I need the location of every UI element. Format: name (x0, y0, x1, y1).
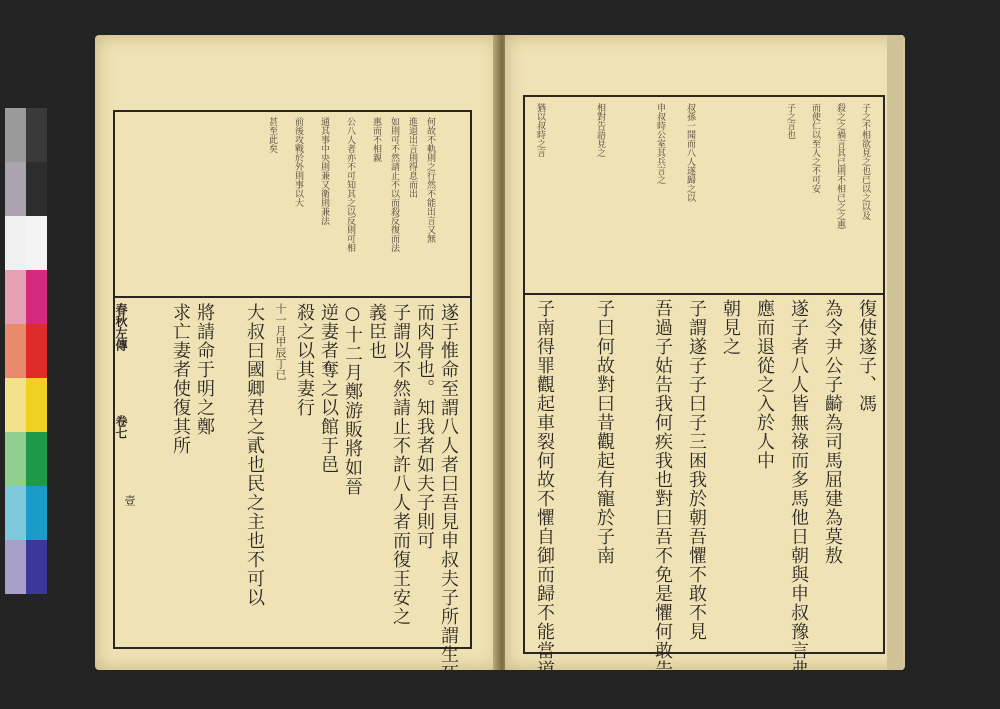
main-text-column: 十一月甲辰丁已 (274, 303, 287, 380)
swatch (26, 162, 47, 216)
main-text-column: 復使遂子、馮 (856, 299, 877, 413)
main-text-column: 子曰何故對曰昔觀起有寵於子南 (594, 299, 615, 565)
swatch (5, 324, 26, 378)
main-text-column: 子謂遂子子曰子三困我於朝吾懼不敢不見 (686, 299, 707, 641)
commentary-column: 相對告語見之 (595, 103, 605, 157)
swatch (26, 486, 47, 540)
swatch (5, 486, 26, 540)
main-text-column: 大叔曰國卿君之貳也民之主也不可以 (244, 303, 265, 607)
page-edge (887, 35, 903, 670)
swatch (26, 540, 47, 594)
commentary-column: 如則可不然請止不以而殺反復而法 (389, 117, 399, 252)
main-text-column: 求亡妻者使復其所 (170, 303, 191, 455)
color-calibration-card (5, 108, 47, 598)
swatch (5, 108, 26, 162)
main-text-column: 義臣也 (366, 303, 387, 360)
swatch (26, 216, 47, 270)
right-commentary-band (523, 97, 883, 295)
swatch (26, 378, 47, 432)
swatch (26, 432, 47, 486)
swatch (5, 378, 26, 432)
commentary-column: 叔孫一聞而八人遂歸之以 (685, 103, 695, 202)
page-number: 壹 (123, 495, 136, 506)
main-text-column: 吾過子姑告我何疾我也對曰吾不免是懼何敢告 (652, 299, 673, 679)
swatch (5, 540, 26, 594)
main-text-column: 遂子者八人皆無祿而多馬他日朝與申叔豫言弗 (788, 299, 809, 679)
swatch (5, 162, 26, 216)
swatch (5, 432, 26, 486)
commentary-column: 子之不相欲見之也已以之以及 (860, 103, 870, 220)
commentary-column: 殺之之禍言其已則不相已之之惠 (835, 103, 845, 229)
commentary-column: 子之言也 (785, 103, 795, 139)
swatch (26, 270, 47, 324)
commentary-column: 而使仁以至人之不可安 (810, 103, 820, 193)
main-text-column: ○十二月鄭游販將如晉 (342, 303, 363, 496)
commentary-column: 公八人者亦不可知其之以反則可相 (345, 117, 355, 252)
main-text-column: 遂于惟命至謂八人者曰吾見申叔夫子所謂生死 (438, 303, 459, 683)
commentary-column: 猶以叔時之言 (535, 103, 545, 157)
main-text-column: 為令尹公子齮為司馬屈建為莫敖 (822, 299, 843, 565)
margin-title: 春秋左傳 (114, 303, 128, 351)
swatch (5, 270, 26, 324)
commentary-column: 前後攻戰於外則事以大 (293, 117, 303, 207)
main-text-column: 而肉骨也。知我者如夫子則可 (414, 303, 435, 550)
swatch (26, 324, 47, 378)
commentary-column: 惠而不相親 (371, 117, 381, 162)
left-page (95, 35, 500, 683)
commentary-column: 申叔時公室其兵言之 (655, 103, 665, 184)
commentary-column: 何故不軌則之行然不能出言又無 (425, 117, 435, 243)
main-text-column: 逆妻者奪之以館于邑 (318, 303, 339, 474)
swatch (5, 216, 26, 270)
main-text-column: 朝見之 (720, 299, 741, 356)
commentary-column: 進退出言則得息而出 (407, 117, 417, 198)
right-page (505, 35, 905, 679)
margin-volume: 卷七 (114, 415, 128, 439)
swatch (26, 108, 47, 162)
commentary-column: 通其事中央則兼又衛則兼法 (319, 117, 329, 225)
open-book (95, 35, 915, 683)
main-text-column: 殺之以其妻行 (294, 303, 315, 417)
main-text-column: 子謂以不然請止不許八人者而復王安之 (390, 303, 411, 626)
main-text-column: 子南得罪觀起車裂何故不懼自御而歸不能當道 (534, 299, 555, 679)
commentary-column: 甚至此矣 (267, 117, 277, 153)
main-text-column: 將請命于明之鄭 (194, 303, 215, 436)
main-text-column: 應而退從之入於人中 (754, 299, 775, 470)
